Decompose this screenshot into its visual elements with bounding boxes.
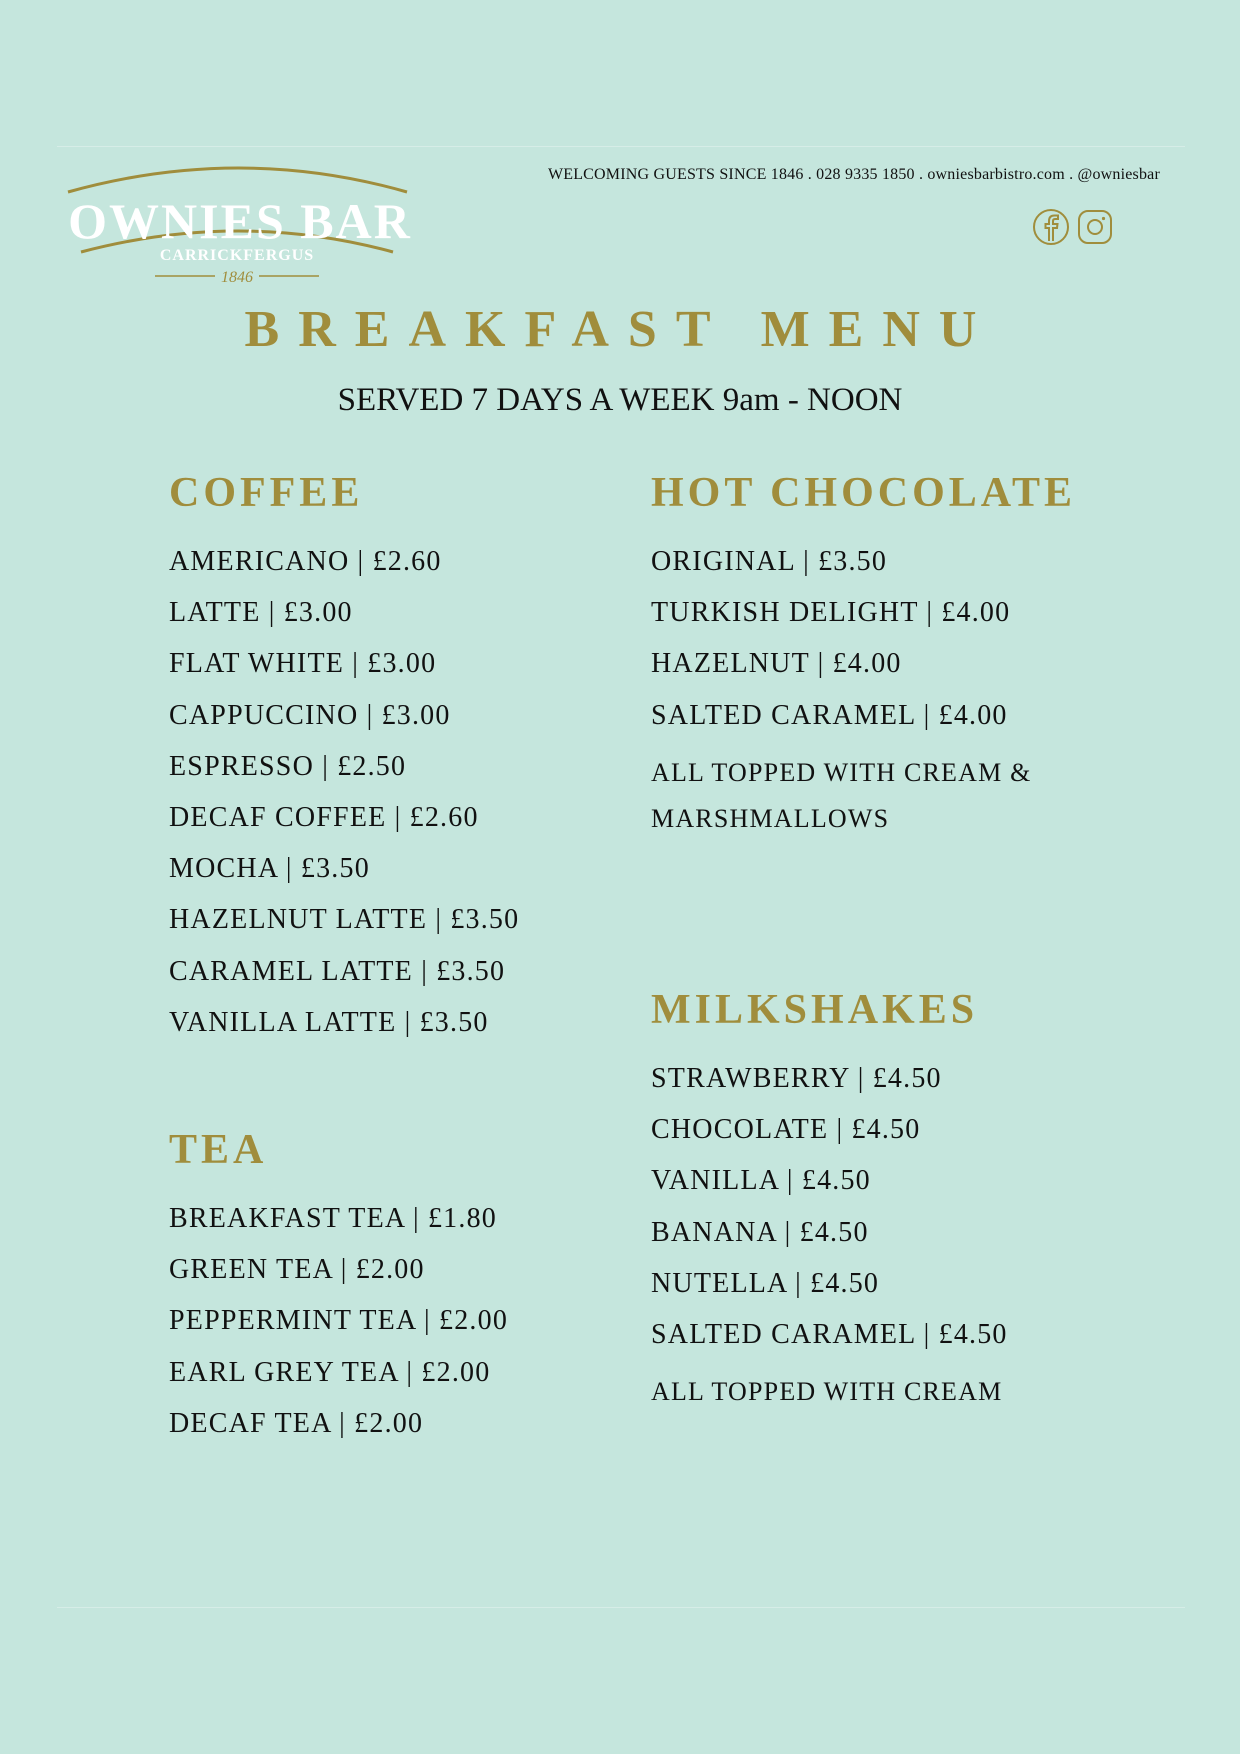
logo-name: OWNIES BAR <box>68 193 412 249</box>
coffee-section <box>169 470 520 1038</box>
hot-chocolate-heading: HOT CHOCOLATE <box>651 470 1077 516</box>
coffee-heading: COFFEE <box>169 470 364 516</box>
milkshakes-section <box>651 987 1008 1406</box>
logo-place: CARRICKFERGUS <box>159 247 315 264</box>
top-divider <box>57 146 1185 147</box>
menu-item: AMERICANO | £2.60 <box>169 546 442 577</box>
bottom-divider <box>57 1607 1185 1608</box>
milkshakes-list <box>651 1063 1008 1370</box>
menu-item: VANILLA | £4.50 <box>651 1165 871 1197</box>
menu-item: GREEN TEA | £2.00 <box>169 1254 425 1286</box>
menu-item: TURKISH DELIGHT | £4.00 <box>651 597 1011 629</box>
tea-list <box>169 1203 508 1459</box>
serving-hours: SERVED 7 DAYS A WEEK 9am - NOON <box>337 382 903 418</box>
menu-item: LATTE | £3.00 <box>169 597 353 629</box>
menu-item: STRAWBERRY | £4.50 <box>651 1063 942 1094</box>
menu-item: CAPPUCCINO | £3.00 <box>169 699 451 731</box>
hot-chocolate-list <box>651 546 1010 751</box>
facebook-icon[interactable] <box>1032 208 1070 246</box>
coffee-list <box>169 546 519 1058</box>
menu-item: DECAF COFFEE | £2.60 <box>169 801 479 833</box>
menu-item: MOCHA | £3.50 <box>169 853 370 885</box>
hot-chocolate-topping-note: ALL TOPPED WITH CREAM & MARSHMALLOWS <box>651 758 1032 833</box>
menu-item: BREAKFAST TEA | £1.80 <box>169 1203 497 1234</box>
menu-item: DECAF TEA | £2.00 <box>169 1407 424 1439</box>
menu-item: SALTED CARAMEL | £4.50 <box>651 1318 1008 1350</box>
menu-item: PEPPERMINT TEA | £2.00 <box>169 1305 509 1337</box>
menu-title: BREAKFAST MENU <box>244 301 996 358</box>
contact-tagline: WELCOMING GUESTS SINCE 1846 . 028 9335 1850 . owniesbarbistro.com . @owniesbar <box>547 166 1160 183</box>
milkshakes-heading: MILKSHAKES <box>651 987 979 1033</box>
menu-item: EARL GREY TEA | £2.00 <box>169 1356 491 1388</box>
menu-item: HAZELNUT LATTE | £3.50 <box>169 904 520 936</box>
menu-item: CHOCOLATE | £4.50 <box>651 1114 921 1146</box>
hot-chocolate-section <box>651 470 1077 833</box>
menu-item: ESPRESSO | £2.50 <box>169 750 407 782</box>
ownies-bar-logo <box>65 162 415 290</box>
logo-year: 1846 <box>221 269 253 286</box>
social-links <box>1032 208 1114 246</box>
tea-heading: TEA <box>169 1127 268 1173</box>
milkshakes-topping-note: ALL TOPPED WITH CREAM <box>651 1377 1003 1406</box>
menu-item: VANILLA LATTE | £3.50 <box>169 1006 489 1038</box>
menu-item: ORIGINAL | £3.50 <box>651 546 888 577</box>
menu-item: SALTED CARAMEL | £4.00 <box>651 699 1008 731</box>
menu-item: HAZELNUT | £4.00 <box>651 648 902 680</box>
menu-item: NUTELLA | £4.50 <box>651 1267 880 1299</box>
menu-item: CARAMEL LATTE | £3.50 <box>169 955 506 987</box>
menu-item: BANANA | £4.50 <box>651 1216 869 1248</box>
menu-item: FLAT WHITE | £3.00 <box>169 648 437 680</box>
tea-section <box>169 1127 509 1439</box>
instagram-icon[interactable] <box>1076 208 1114 246</box>
